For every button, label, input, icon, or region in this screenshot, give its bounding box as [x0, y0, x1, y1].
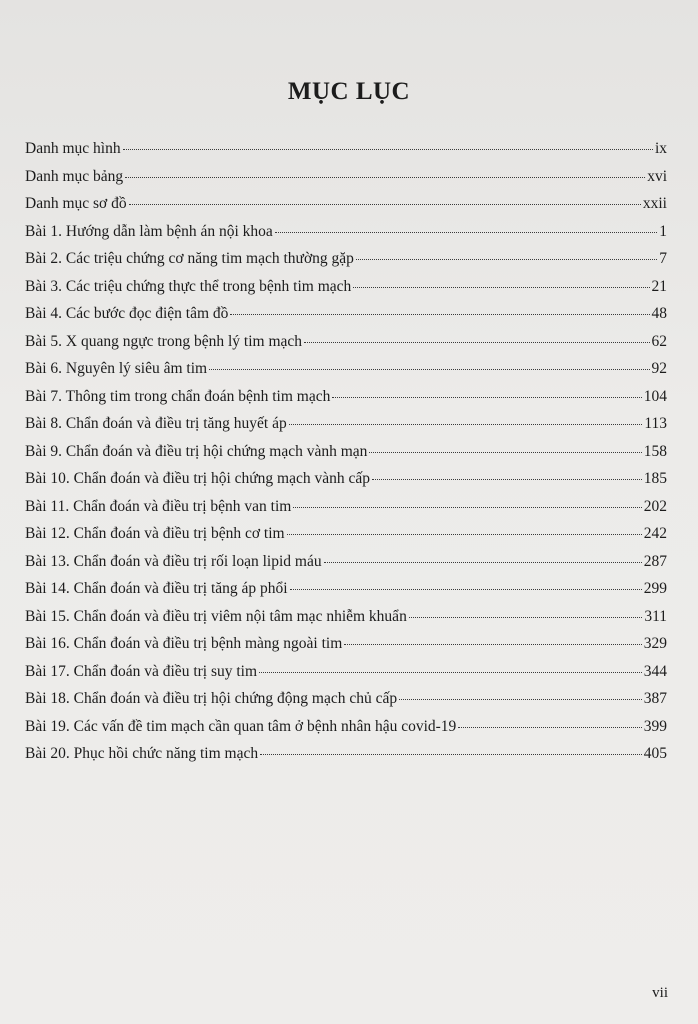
toc-dot-leader	[353, 287, 649, 288]
toc-entry	[25, 470, 667, 498]
toc-entry-label: Bài 10. Chẩn đoán và điều trị hội chứng mạch vành cấp	[25, 470, 371, 487]
toc-dot-leader	[260, 754, 642, 755]
toc-entry	[25, 525, 667, 553]
toc-entry-page: 242	[643, 525, 667, 542]
toc-entry-page: 329	[643, 635, 667, 652]
toc-entry	[25, 305, 667, 333]
toc-dot-leader	[123, 149, 653, 150]
toc-entry-label: Bài 9. Chẩn đoán và điều trị hội chứng mạch vành mạn	[25, 442, 368, 460]
table-of-contents	[25, 140, 667, 773]
toc-entry-label: Bài 17. Chẩn đoán và điều trị suy tim	[25, 662, 258, 680]
toc-dot-leader	[129, 204, 641, 205]
toc-entry	[25, 443, 667, 471]
toc-entry	[25, 498, 667, 526]
toc-entry	[25, 250, 667, 278]
toc-entry-label: Bài 12. Chẩn đoán và điều trị bệnh cơ tim	[25, 525, 285, 542]
toc-entry-page: 1	[659, 222, 667, 240]
toc-entry-label: Danh mục bảng	[25, 167, 124, 185]
toc-entry-page: 399	[643, 717, 667, 735]
toc-entry-label: Bài 14. Chẩn đoán và điều trị tăng áp phổi	[25, 580, 288, 597]
toc-entry	[25, 140, 667, 168]
toc-dot-leader	[399, 699, 642, 700]
toc-entry-page: xvi	[647, 167, 667, 185]
toc-entry	[25, 690, 667, 718]
toc-entry-label: Bài 3. Các triệu chứng thực thể trong bệnh tim mạch	[25, 277, 352, 295]
toc-dot-leader	[230, 314, 649, 315]
page-title: MỤC LỤC	[287, 78, 411, 105]
toc-dot-leader	[125, 177, 645, 178]
toc-dot-leader	[372, 479, 642, 480]
toc-entry-label: Bài 6. Nguyên lý siêu âm tim	[25, 360, 208, 377]
toc-entry-page: 92	[651, 360, 667, 377]
toc-entry	[25, 608, 667, 636]
toc-entry-page: xxii	[642, 195, 667, 212]
toc-entry	[25, 223, 667, 251]
toc-entry-page: 344	[643, 662, 667, 680]
toc-dot-leader	[287, 534, 642, 535]
toc-entry-label: Bài 18. Chẩn đoán và điều trị hội chứng động mạch chủ cấp	[25, 690, 398, 707]
toc-dot-leader	[293, 507, 641, 508]
toc-entry-label: Bài 15. Chẩn đoán và điều trị viêm nội tâm mạc nhiễm khuẩn	[25, 607, 407, 625]
toc-entry	[25, 745, 667, 773]
toc-entry-label: Bài 20. Phục hồi chức năng tim mạch	[25, 745, 259, 762]
toc-entry-label: Bài 19. Các vấn đề tim mạch cần quan tâm ở bệnh nhân hậu covid-19	[25, 717, 457, 735]
toc-entry	[25, 360, 667, 388]
toc-entry-label: Bài 16. Chẩn đoán và điều trị bệnh màng ngoài tim	[25, 635, 343, 652]
toc-entry	[25, 635, 667, 663]
toc-entry-label: Bài 1. Hướng dẫn làm bệnh án nội khoa	[25, 222, 273, 240]
toc-entry	[25, 388, 667, 416]
toc-dot-leader	[290, 589, 642, 590]
toc-dot-leader	[332, 397, 641, 398]
toc-entry-page: 21	[651, 277, 667, 295]
toc-entry	[25, 580, 667, 608]
toc-entry-page: 185	[643, 470, 667, 487]
toc-dot-leader	[304, 342, 649, 343]
toc-entry-page: 311	[644, 607, 667, 625]
page-number: vii	[652, 985, 668, 1001]
toc-entry-label: Danh mục sơ đồ	[25, 195, 127, 212]
toc-entry-page: 7	[659, 250, 667, 267]
toc-entry	[25, 168, 667, 196]
toc-entry-label: Bài 7. Thông tim trong chẩn đoán bệnh tim mạch	[25, 387, 331, 405]
toc-entry-page: 387	[643, 690, 667, 707]
toc-entry-label: Bài 11. Chẩn đoán và điều trị bệnh van tim	[25, 497, 292, 515]
toc-dot-leader	[289, 424, 643, 425]
toc-dot-leader	[356, 259, 657, 260]
toc-entry-page: 158	[643, 442, 667, 460]
toc-entry-page: 202	[643, 497, 667, 515]
toc-entry-label: Bài 2. Các triệu chứng cơ năng tim mạch thường gặp	[25, 250, 354, 267]
toc-entry-page: 299	[643, 580, 667, 597]
toc-entry-page: 62	[651, 332, 667, 350]
toc-entry-label: Bài 8. Chẩn đoán và điều trị tăng huyết áp	[25, 415, 287, 432]
toc-entry-page: 113	[644, 415, 667, 432]
toc-dot-leader	[409, 617, 642, 618]
toc-entry-page: 48	[651, 305, 667, 322]
toc-dot-leader	[369, 452, 641, 453]
toc-entry-page: ix	[654, 140, 667, 157]
toc-entry-label: Bài 4. Các bước đọc điện tâm đồ	[25, 305, 229, 322]
toc-dot-leader	[344, 644, 641, 645]
toc-entry-label: Danh mục hình	[25, 140, 121, 157]
toc-dot-leader	[324, 562, 642, 563]
toc-entry	[25, 553, 667, 581]
toc-entry	[25, 195, 667, 223]
toc-entry-page: 405	[643, 745, 667, 762]
toc-dot-leader	[458, 727, 641, 728]
toc-entry	[25, 333, 667, 361]
toc-entry-label: Bài 5. X quang ngực trong bệnh lý tim mạch	[25, 332, 303, 350]
toc-entry	[25, 718, 667, 746]
toc-entry-page: 287	[643, 552, 667, 570]
toc-dot-leader	[275, 232, 657, 233]
toc-entry	[25, 415, 667, 443]
toc-dot-leader	[209, 369, 649, 370]
toc-entry-page: 104	[643, 387, 667, 405]
toc-entry	[25, 278, 667, 306]
toc-entry-label: Bài 13. Chẩn đoán và điều trị rối loạn lipid máu	[25, 552, 322, 570]
toc-entry	[25, 663, 667, 691]
toc-dot-leader	[259, 672, 642, 673]
